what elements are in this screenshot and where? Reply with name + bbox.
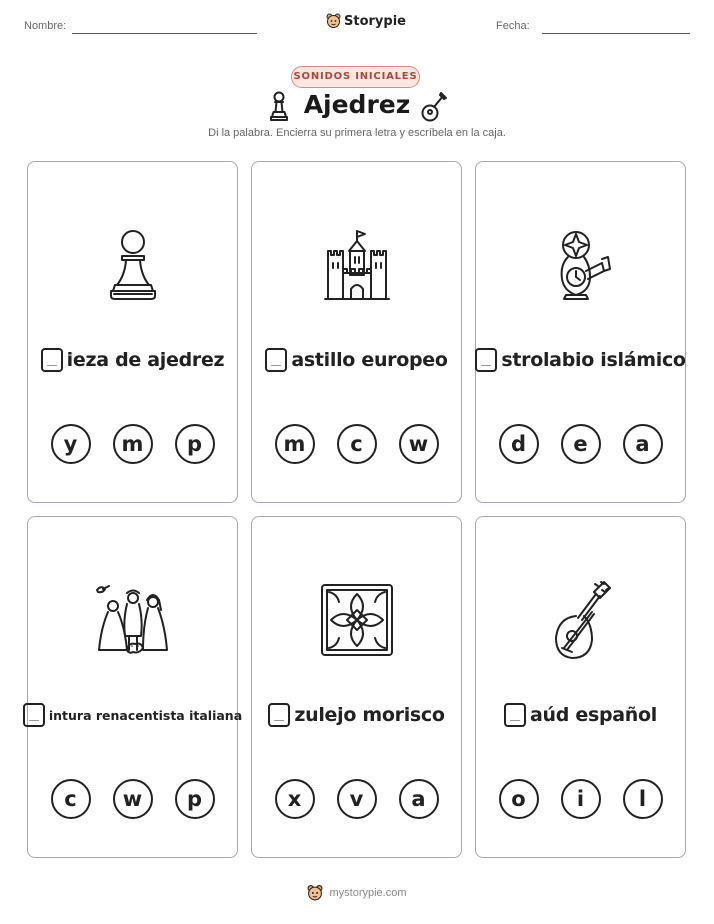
letter-choice[interactable]: a	[623, 424, 663, 464]
letter-choice[interactable]: o	[499, 779, 539, 819]
brand-name: Storypie	[344, 13, 406, 29]
letter-choice[interactable]: m	[113, 424, 153, 464]
renaissance-painting-icon	[91, 580, 175, 660]
category-badge: SONIDOS INICIALES	[291, 66, 420, 88]
letter-choice[interactable]: d	[499, 424, 539, 464]
chess-pawn-icon	[103, 225, 163, 305]
date-line[interactable]	[542, 33, 690, 34]
card-3	[475, 161, 686, 503]
word-stem: zulejo morisco	[294, 704, 445, 726]
letter-choice[interactable]: p	[175, 424, 215, 464]
word-stem: aúd español	[530, 704, 657, 726]
castle-icon	[322, 225, 392, 305]
date-label: Fecha:	[496, 20, 530, 32]
letter-choice[interactable]: x	[275, 779, 315, 819]
astrolabe-icon	[546, 225, 616, 305]
letter-choice[interactable]: e	[561, 424, 601, 464]
letter-choice[interactable]: y	[51, 424, 91, 464]
page-title: Ajedrez	[303, 90, 411, 119]
footer-url[interactable]: mystorypie.com	[329, 887, 407, 899]
letter-choice[interactable]: c	[337, 424, 377, 464]
card-1	[27, 161, 238, 503]
word-stem: astillo europeo	[291, 349, 448, 371]
word-stem: intura renacentista italiana	[48, 707, 243, 723]
letter-choice[interactable]: i	[561, 779, 601, 819]
name-line[interactable]	[72, 33, 257, 34]
lute-icon	[420, 90, 448, 122]
answer-box[interactable]	[268, 703, 290, 727]
word-stem: ieza de ajedrez	[66, 349, 225, 371]
storypie-mascot-icon	[326, 13, 341, 29]
answer-box[interactable]	[265, 348, 287, 372]
moorish-tile-icon	[319, 582, 395, 658]
card-6	[475, 516, 686, 858]
storypie-mascot-icon	[307, 884, 323, 902]
brand-logo	[326, 13, 406, 29]
letter-choice[interactable]: a	[399, 779, 439, 819]
letter-choice[interactable]: l	[623, 779, 663, 819]
answer-box[interactable]	[475, 348, 497, 372]
letter-choice[interactable]: p	[175, 779, 215, 819]
letter-choice[interactable]: w	[113, 779, 153, 819]
letter-choice[interactable]: m	[275, 424, 315, 464]
card-4	[27, 516, 243, 858]
answer-box[interactable]	[41, 348, 63, 372]
answer-box[interactable]	[504, 703, 526, 727]
card-2	[251, 161, 462, 503]
letter-choice[interactable]: v	[337, 779, 377, 819]
word-stem: strolabio islámico	[501, 349, 686, 371]
footer	[0, 884, 714, 902]
card-5	[251, 516, 462, 858]
letter-choice[interactable]: w	[399, 424, 439, 464]
letter-choice[interactable]: c	[51, 779, 91, 819]
answer-box[interactable]	[23, 703, 45, 727]
lute-icon	[546, 578, 616, 662]
name-label: Nombre:	[24, 20, 67, 32]
instruction-text: Di la palabra. Encierra su primera letra y escríbela en la caja.	[208, 127, 506, 139]
